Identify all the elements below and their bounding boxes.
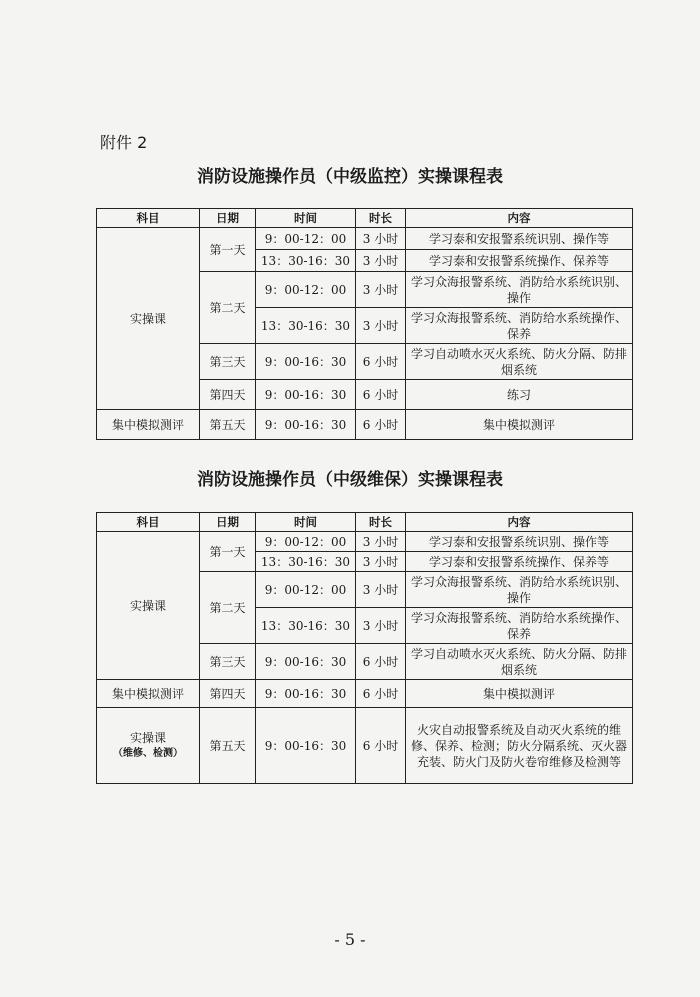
- header-subject: 科目: [97, 513, 200, 532]
- content-cell: 学习泰和安报警系统操作、保养等: [406, 552, 633, 572]
- duration-cell: 3 小时: [356, 228, 406, 250]
- content-cell: 火灾自动报警系统及自动灭火系统的维修、保养、检测；防火分隔系统、灭火器充装、防火门及防火卷帘维修及检测等: [406, 708, 633, 784]
- table-row: [97, 228, 633, 250]
- time-cell: 9：00-16：30: [256, 344, 356, 380]
- duration-cell: 6 小时: [356, 680, 406, 708]
- day-cell: 第三天: [200, 644, 256, 680]
- day-cell: 第四天: [200, 380, 256, 410]
- time-cell: 9：00-12：00: [256, 272, 356, 308]
- header-content: 内容: [406, 209, 633, 228]
- header-date: 日期: [200, 513, 256, 532]
- time-cell: 13：30-16：30: [256, 308, 356, 344]
- time-cell: 9：00-16：30: [256, 680, 356, 708]
- time-cell: 13：30-16：30: [256, 250, 356, 272]
- schedule-table-monitoring: [96, 208, 633, 440]
- duration-cell: 6 小时: [356, 708, 406, 784]
- content-cell: 学习众海报警系统、消防给水系统操作、保养: [406, 608, 633, 644]
- time-cell: 13：30-16：30: [256, 552, 356, 572]
- header-content: 内容: [406, 513, 633, 532]
- table-row: [97, 410, 633, 440]
- content-cell: 学习自动喷水灭火系统、防火分隔、防排烟系统: [406, 644, 633, 680]
- table2-title: 消防设施操作员（中级维保）实操课程表: [197, 470, 503, 490]
- subject-cell: 实操课: [97, 228, 200, 410]
- duration-cell: 6 小时: [356, 380, 406, 410]
- duration-cell: 6 小时: [356, 410, 406, 440]
- content-cell: 集中模拟测评: [406, 680, 633, 708]
- duration-cell: 3 小时: [356, 532, 406, 552]
- table-row: [97, 680, 633, 708]
- duration-cell: 3 小时: [356, 552, 406, 572]
- content-cell: 学习众海报警系统、消防给水系统识别、操作: [406, 572, 633, 608]
- header-date: 日期: [200, 209, 256, 228]
- header-subject: 科目: [97, 209, 200, 228]
- content-cell: 学习自动喷水灭火系统、防火分隔、防排烟系统: [406, 344, 633, 380]
- duration-cell: 3 小时: [356, 572, 406, 608]
- time-cell: 9：00-16：30: [256, 410, 356, 440]
- time-cell: 9：00-16：30: [256, 644, 356, 680]
- time-cell: 9：00-16：30: [256, 380, 356, 410]
- day-cell: 第五天: [200, 410, 256, 440]
- table1-title: 消防设施操作员（中级监控）实操课程表: [197, 167, 503, 187]
- day-cell: 第二天: [200, 572, 256, 644]
- day-cell: 第二天: [200, 272, 256, 344]
- content-cell: 学习泰和安报警系统识别、操作等: [406, 228, 633, 250]
- header-duration: 时长: [356, 513, 406, 532]
- time-cell: 9：00-16：30: [256, 708, 356, 784]
- content-cell: 学习泰和安报警系统识别、操作等: [406, 532, 633, 552]
- page-number: - 5 -: [334, 930, 366, 949]
- day-cell: 第五天: [200, 708, 256, 784]
- day-cell: 第三天: [200, 344, 256, 380]
- day-cell: 第四天: [200, 680, 256, 708]
- header-duration: 时长: [356, 209, 406, 228]
- subject-cell: 集中模拟测评: [97, 410, 200, 440]
- subject-cell: 实操课: [97, 532, 200, 680]
- content-cell: 学习众海报警系统、消防给水系统识别、操作: [406, 272, 633, 308]
- duration-cell: 3 小时: [356, 608, 406, 644]
- duration-cell: 3 小时: [356, 308, 406, 344]
- duration-cell: 6 小时: [356, 344, 406, 380]
- duration-cell: 3 小时: [356, 250, 406, 272]
- time-cell: 9：00-12：00: [256, 228, 356, 250]
- duration-cell: 3 小时: [356, 272, 406, 308]
- schedule-table-maintenance: [96, 512, 633, 784]
- table-row: [97, 532, 633, 552]
- header-time: 时间: [256, 209, 356, 228]
- table-header-row: [97, 209, 633, 228]
- header-time: 时间: [256, 513, 356, 532]
- time-cell: 9：00-12：00: [256, 532, 356, 552]
- table-header-row: [97, 513, 633, 532]
- content-cell: 学习泰和安报警系统操作、保养等: [406, 250, 633, 272]
- subject-cell: [97, 708, 200, 784]
- subject-cell: 集中模拟测评: [97, 680, 200, 708]
- duration-cell: 6 小时: [356, 644, 406, 680]
- table-row: [97, 708, 633, 784]
- content-cell: 集中模拟测评: [406, 410, 633, 440]
- subject-label: 实操课: [129, 730, 166, 745]
- day-cell: 第一天: [200, 532, 256, 572]
- content-cell: 练习: [406, 380, 633, 410]
- time-cell: 9：00-12：00: [256, 572, 356, 608]
- annex-label: 附件 2: [100, 133, 148, 152]
- day-cell: 第一天: [200, 228, 256, 272]
- time-cell: 13：30-16：30: [256, 608, 356, 644]
- subject-sublabel: （维修、检测）: [113, 747, 183, 759]
- content-cell: 学习众海报警系统、消防给水系统操作、保养: [406, 308, 633, 344]
